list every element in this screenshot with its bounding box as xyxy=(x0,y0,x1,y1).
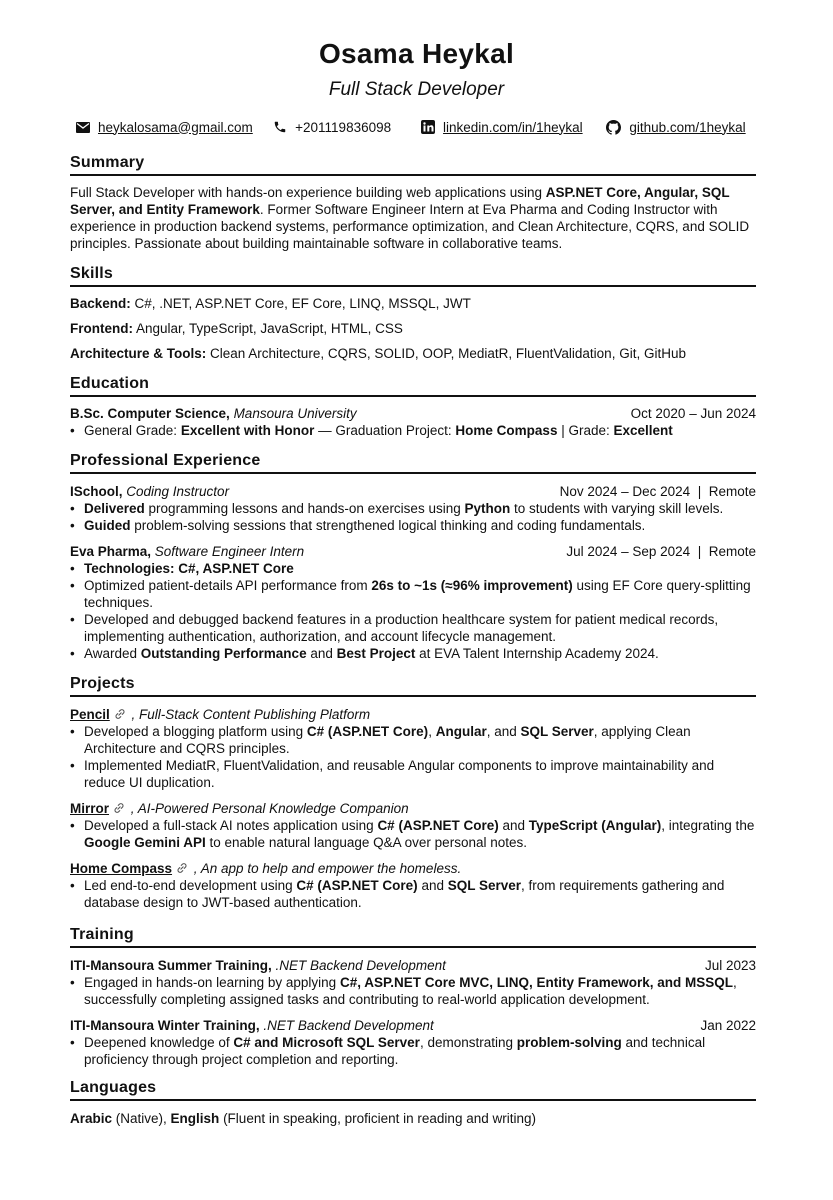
section-heading: Summary xyxy=(70,153,756,176)
skills-section xyxy=(70,264,756,362)
github-icon xyxy=(606,120,621,135)
linkedin-icon xyxy=(421,120,435,134)
list-item: • Deepened knowledge of C# and Microsoft SQL Server, demonstrating problem-solving and technical proficiency through project completion and reporting. xyxy=(70,1034,756,1068)
languages-section xyxy=(70,1078,756,1127)
list-item: • Technologies: C#, ASP.NET Core xyxy=(70,560,756,577)
projects-section xyxy=(70,674,756,911)
education-section xyxy=(70,374,756,439)
project-header-home-compass: Home Compass , An app to help and empower the homeless. xyxy=(70,861,462,876)
job-header-ischool: ISchool, Coding Instructor Nov 2024 – Dec 2024 | Remote xyxy=(70,484,756,499)
list-item: • Led end-to-end development using C# (ASP.NET Core) and SQL Server, from requirements gathering and database design to JWT-based authentication. xyxy=(70,877,756,911)
contact-github[interactable] xyxy=(606,119,756,136)
email-link[interactable]: heykalosama@gmail.com xyxy=(98,119,253,135)
education-entry: B.Sc. Computer Science, Mansoura University Oct 2020 – Jun 2024 xyxy=(70,406,756,421)
project-header-pencil: Pencil , Full-Stack Content Publishing Platform xyxy=(70,707,371,722)
summary-text: Full Stack Developer with hands-on experience building web applications using ASP.NET Core, Angular, SQL Server, and Entity Framework. Former Software Engineer Intern at Eva Pharma and Coding Instructor with experience in production backend systems, performance optimization, and Clean Architecture, CQRS, and SOLID principles. Passionate about building maintainable software in collaborative teams. xyxy=(70,185,750,251)
list-item: • Delivered programming lessons and hands-on exercises using Python to students with varying skill levels. xyxy=(70,500,756,517)
section-heading: Languages xyxy=(70,1078,756,1101)
education-detail: • General Grade: Excellent with Honor — Graduation Project: Home Compass | Grade: Excellent xyxy=(70,422,756,439)
list-item: • Optimized patient-details API performance from 26s to ~1s (≈96% improvement) using EF Core query-splitting techniques. xyxy=(70,577,756,611)
education-dates: Oct 2020 – Jun 2024 xyxy=(630,406,756,421)
languages-text: Arabic (Native), English (Fluent in speaking, proficient in reading and writing) xyxy=(70,1111,536,1126)
section-heading: Skills xyxy=(70,264,756,287)
section-heading: Education xyxy=(70,374,756,397)
contact-phone[interactable] xyxy=(273,119,409,136)
training-header-summer: ITI-Mansoura Summer Training, .NET Backend Development Jul 2023 xyxy=(70,958,756,973)
link-icon[interactable] xyxy=(114,707,126,724)
training-section xyxy=(70,925,756,1068)
link-icon[interactable] xyxy=(176,861,188,878)
training-header-winter: ITI-Mansoura Winter Training, .NET Backend Development Jan 2022 xyxy=(70,1018,756,1033)
skill-row-frontend: Frontend: Angular, TypeScript, JavaScript, HTML, CSS xyxy=(70,321,403,336)
list-item: • Developed and debugged backend features in a production healthcare system for patient medical records, implementing authentication, authorization, and account lifecycle management. xyxy=(70,611,756,645)
contact-bar xyxy=(76,117,756,137)
mail-icon xyxy=(76,122,90,133)
contact-email[interactable] xyxy=(76,119,259,136)
project-link-mirror[interactable]: Mirror xyxy=(70,801,110,816)
section-heading: Projects xyxy=(70,674,756,697)
contact-linkedin[interactable] xyxy=(421,119,594,136)
list-item: • Developed a blogging platform using C# (ASP.NET Core), Angular, and SQL Server, applying Clean Architecture and CQRS principles. xyxy=(70,723,756,757)
section-heading: Training xyxy=(70,925,756,948)
list-item: • Guided problem-solving sessions that strengthened logical thinking and coding fundamentals. xyxy=(70,517,756,534)
phone-icon xyxy=(273,120,287,134)
github-link[interactable]: github.com/1heykal xyxy=(629,119,746,135)
job-header-evapharma: Eva Pharma, Software Engineer Intern Jul 2024 – Sep 2024 | Remote xyxy=(70,544,756,559)
skill-row-backend: Backend: C#, .NET, ASP.NET Core, EF Core, LINQ, MSSQL, JWT xyxy=(70,296,471,311)
project-link-home-compass[interactable]: Home Compass xyxy=(70,861,173,876)
list-item: • Engaged in hands-on learning by applying C#, ASP.NET Core MVC, LINQ, Entity Framework, and MSSQL, successfully completing assigned tasks and contributing to real-world application development. xyxy=(70,974,756,1008)
list-item: • Developed a full-stack AI notes application using C# (ASP.NET Core) and TypeScript (Angular), integrating the Google Gemini API to enable natural language Q&A over personal notes. xyxy=(70,817,756,851)
section-heading: Professional Experience xyxy=(70,451,756,474)
experience-section xyxy=(70,451,756,662)
link-icon[interactable] xyxy=(113,801,125,818)
phone-text: +201119836098 xyxy=(295,119,392,135)
job-title: Full Stack Developer xyxy=(328,79,505,100)
linkedin-link[interactable]: linkedin.com/in/1heykal xyxy=(443,119,583,135)
skill-row-architecture: Architecture & Tools: Clean Architecture, CQRS, SOLID, OOP, MediatR, FluentValidation, Git, GitHub xyxy=(70,346,686,361)
project-header-mirror: Mirror , AI-Powered Personal Knowledge Companion xyxy=(70,801,409,816)
summary-section xyxy=(70,153,756,252)
list-item: • Awarded Outstanding Performance and Best Project at EVA Talent Internship Academy 2024. xyxy=(70,645,756,662)
list-item: • Implemented MediatR, FluentValidation, and reusable Angular components to improve maintainability and reduce UI duplication. xyxy=(70,757,756,791)
project-link-pencil[interactable]: Pencil xyxy=(70,707,110,722)
candidate-name: Osama Heykal xyxy=(318,38,515,69)
